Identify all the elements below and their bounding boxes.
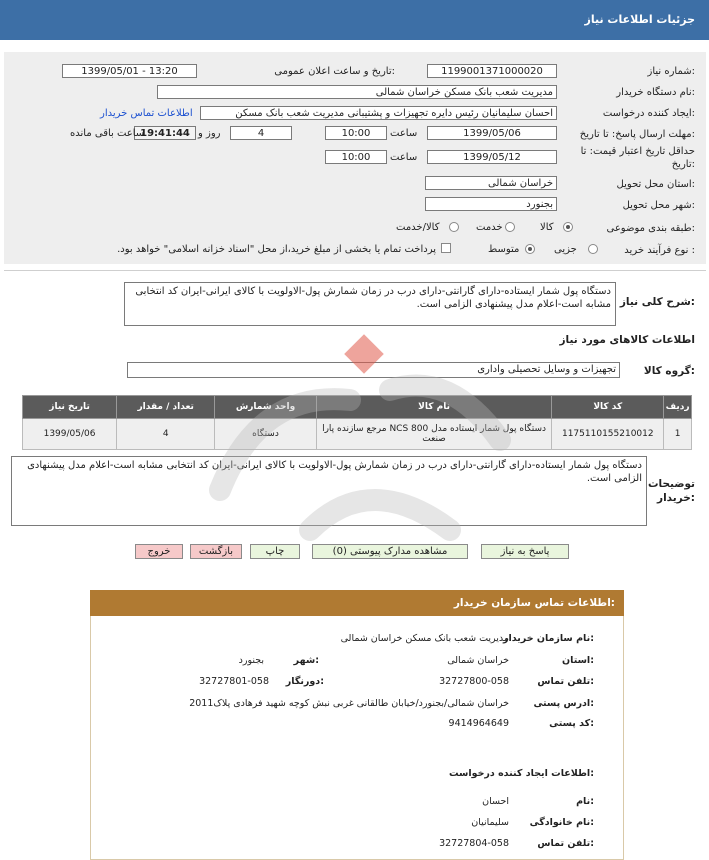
need-number-label: شماره نیاز: xyxy=(647,66,695,77)
postal-code-label: کد پستی: xyxy=(549,718,594,729)
cell-row-number: 1 xyxy=(664,419,692,450)
cell-unit: دستگاه xyxy=(215,419,316,450)
remaining-label: ساعت باقی مانده xyxy=(70,128,145,139)
buyer-notes-textarea[interactable]: دستگاه پول شمار ایستاده-دارای گارانتی-دارای درب در زمان شمارش پول-الاولویت با کالای ایرانی-ایران کد انتخابی مشابه است-اعلام مدل پیشنهادی الزامی است. xyxy=(11,456,647,526)
first-name-value: احسان xyxy=(482,796,509,807)
print-button[interactable]: چاپ xyxy=(250,544,300,559)
col-item-name: نام کالا xyxy=(316,396,552,419)
deadline-date-field[interactable]: 1399/05/06 xyxy=(427,126,557,140)
exit-button[interactable]: خروج xyxy=(135,544,183,559)
process-option-medium: متوسط xyxy=(488,244,520,255)
creator-info-title: اطلاعات ایجاد کننده درخواست: xyxy=(448,768,594,779)
org-value: مدیریت شعب بانک مسکن خراسان شمالی xyxy=(340,633,509,644)
creator-field[interactable]: احسان سلیمانیان رئیس دایره تجهیزات و پشتیبانی مدیریت شعب بانک مسکن xyxy=(200,106,557,120)
summary-label: شرح کلی نیاز: xyxy=(619,296,695,308)
need-number-field[interactable]: 1199001371000020 xyxy=(427,64,557,78)
validity-time-field[interactable]: 10:00 xyxy=(325,150,387,164)
fax-label: دورنگار: xyxy=(285,676,324,687)
validity-time-label: ساعت xyxy=(390,152,418,163)
view-attachments-button[interactable]: مشاهده مدارک پیوستی (0) xyxy=(312,544,468,559)
reply-button[interactable]: پاسخ به نیاز xyxy=(481,544,569,559)
announce-date-label: تاریخ و ساعت اعلان عمومی: xyxy=(274,66,395,77)
process-radio-minor[interactable] xyxy=(588,244,598,254)
cell-item-code: 1175110155210012 xyxy=(552,419,664,450)
goods-group-field[interactable]: تجهیزات و وسایل تحصیلی واداری xyxy=(127,362,620,378)
summary-textarea[interactable]: دستگاه پول شمار ایستاده-دارای گارانتی-دارای درب در زمان شمارش پول-الاولویت با کالای ایرانی-ایران کد انتخابی مشابه است-اعلام مدل پیشنهادی الزامی است. xyxy=(124,282,616,326)
treasury-payment-note: پرداخت تمام یا بخشی از مبلغ خرید،از محل "اسناد خزانه اسلامی" خواهد بود. xyxy=(117,244,436,255)
creator-phone-value: 32727804-058 xyxy=(439,838,509,849)
last-name-label: نام خانوادگی: xyxy=(529,817,594,828)
days-label: روز و xyxy=(198,128,221,139)
postal-code-value: 9414964649 xyxy=(448,718,509,729)
table-row[interactable] xyxy=(23,419,692,450)
validity-date-field[interactable]: 1399/05/12 xyxy=(427,150,557,164)
process-radio-medium[interactable] xyxy=(525,244,535,254)
process-option-minor: جزیی xyxy=(554,244,577,255)
last-name-value: سلیمانیان xyxy=(471,817,509,828)
city-card-value: بجنورد xyxy=(238,655,264,666)
category-radio-service[interactable] xyxy=(505,222,515,232)
cell-item-name: دستگاه پول شمار ایستاده مدل NCS 800 مرجع سازنده پارا صنعت xyxy=(316,419,552,450)
days-left-field: 4 xyxy=(230,126,292,140)
process-label: نوع فرآیند خرید : xyxy=(624,245,695,256)
fax-value: 32727801-058 xyxy=(199,676,269,687)
phone-value: 32727800-058 xyxy=(439,676,509,687)
buyer-name-label: نام دستگاه خریدار: xyxy=(616,87,695,98)
col-item-code: کد کالا xyxy=(552,396,664,419)
address-value: خراسان شمالی/بجنورد/خیابان طالقانی غربی نبش کوچه شهید فرهادی پلاک2011 xyxy=(189,698,509,709)
goods-group-label: گروه کالا: xyxy=(643,365,695,377)
category-option-both: کالا/خدمت xyxy=(396,222,440,233)
remaining-time-field: 19:41:44 xyxy=(134,126,196,140)
contact-card-title: اطلاعات تماس سازمان خریدار: xyxy=(453,597,615,609)
category-option-service: خدمت xyxy=(476,222,503,233)
first-name-label: نام: xyxy=(576,796,594,807)
city-card-label: شهر: xyxy=(293,655,319,666)
divider xyxy=(4,270,706,271)
phone-label: تلفن تماس: xyxy=(537,676,594,687)
announce-date-field[interactable]: 1399/05/01 - 13:20 xyxy=(62,64,197,78)
cell-quantity: 4 xyxy=(117,419,215,450)
province-label: استان محل تحویل: xyxy=(616,179,695,190)
buyer-notes-label: توضیحات xyxy=(647,478,695,490)
province-card-label: استان: xyxy=(562,655,594,666)
org-label: نام سازمان خریدار: xyxy=(503,633,594,644)
col-row-number: ردیف xyxy=(664,396,692,419)
col-need-date: تاریخ نیاز xyxy=(23,396,117,419)
back-button[interactable]: بازگشت xyxy=(190,544,242,559)
validity-label-2: تاریخ: xyxy=(671,159,695,170)
deadline-time-label: ساعت xyxy=(390,128,418,139)
cell-need-date: 1399/05/06 xyxy=(23,419,117,450)
col-unit: واحد شمارش xyxy=(215,396,316,419)
address-label: ادرس پستی: xyxy=(533,698,594,709)
province-field[interactable]: خراسان شمالی xyxy=(425,176,557,190)
table-header-row xyxy=(23,396,692,419)
category-option-goods: کالا xyxy=(540,222,554,233)
city-label: شهر محل تحویل: xyxy=(622,200,695,211)
province-card-value: خراسان شمالی xyxy=(447,655,509,666)
buyer-notes-label-2: خریدار: xyxy=(657,492,695,504)
category-radio-goods[interactable] xyxy=(563,222,573,232)
creator-label: ایجاد کننده درخواست: xyxy=(602,108,695,119)
category-radio-both[interactable] xyxy=(449,222,459,232)
category-label: طبقه بندی موضوعی: xyxy=(606,223,695,234)
goods-table xyxy=(22,395,692,450)
col-quantity: تعداد / مقدار xyxy=(117,396,215,419)
buyer-name-field[interactable]: مدیریت شعب بانک مسکن خراسان شمالی xyxy=(157,85,557,99)
page-title: جزئیات اطلاعات نیاز xyxy=(584,13,695,26)
deadline-label: مهلت ارسال پاسخ: تا تاریخ: xyxy=(579,129,695,140)
validity-label: حداقل تاریخ اعتبار قیمت: تا xyxy=(580,146,695,157)
creator-phone-label: تلفن تماس: xyxy=(537,838,594,849)
goods-section-title: اطلاعات کالاهای مورد نیاز xyxy=(559,334,695,346)
deadline-time-field[interactable]: 10:00 xyxy=(325,126,387,140)
buyer-contact-link[interactable]: اطلاعات تماس خریدار xyxy=(100,108,193,119)
city-field[interactable]: بجنورد xyxy=(425,197,557,211)
treasury-payment-checkbox[interactable] xyxy=(441,243,451,253)
